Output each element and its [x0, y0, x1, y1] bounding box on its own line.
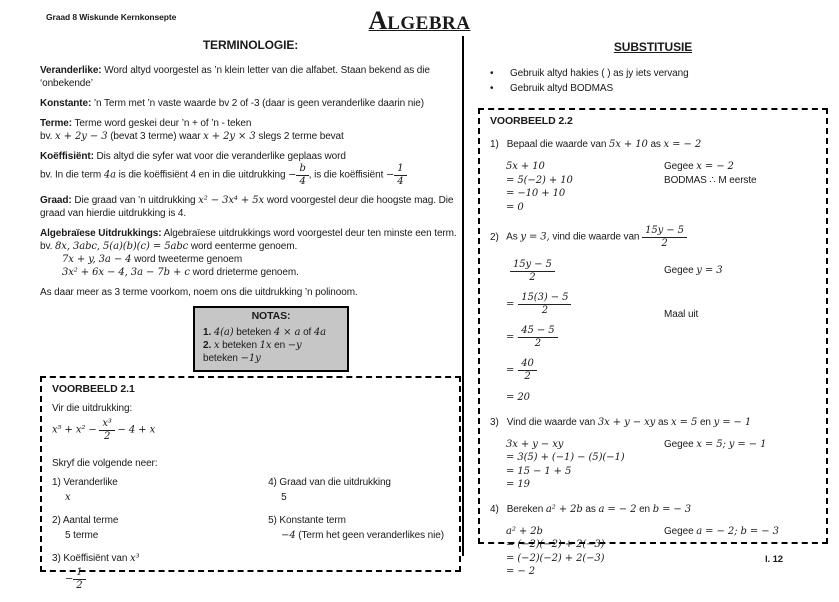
solution-notes — [664, 525, 816, 579]
fraction-numerator: 1 — [397, 163, 404, 174]
solution-step: = (−2)(−2) + 2(−3) — [506, 552, 605, 564]
math-expression: 7x + y, 3a − 4 — [62, 254, 132, 265]
example-text: word eenterme genoem. — [190, 241, 298, 252]
math-fraction — [296, 163, 308, 187]
fraction-numerator: 15(3) − 5 — [521, 292, 569, 303]
math-expression: 8x, 3abc, 5(a)(b)(c) = 5abc — [55, 241, 189, 252]
math-expression: − 4 + x — [117, 424, 156, 436]
item-text: of — [303, 327, 312, 338]
math-expression: x = − 2 — [696, 161, 734, 172]
question-label: 1) Veranderlike — [52, 477, 118, 488]
fraction-denominator: 4 — [296, 175, 308, 188]
solution-step — [506, 259, 664, 283]
solution-step: 3x + y − xy — [506, 438, 564, 450]
bullet-icon: • — [490, 83, 494, 94]
problem-work — [506, 257, 816, 405]
math-fraction — [394, 163, 406, 187]
question-label — [52, 553, 260, 564]
math-expression: a² + 2b — [545, 503, 583, 515]
note-line — [664, 160, 816, 174]
solution-steps — [506, 257, 664, 405]
math-expression: x = 5 — [671, 416, 698, 428]
question-answer: 5 terme — [65, 530, 99, 541]
solution-step: = 20 — [506, 392, 530, 403]
problem-question — [490, 503, 816, 517]
example-text: bv. In die term — [40, 169, 102, 181]
math-expression: x² − 3x⁴ + 5x — [198, 195, 265, 206]
answer-note: (Term het geen veranderlikes nie) — [298, 530, 444, 541]
question-label: 5) Konstante term — [268, 515, 346, 526]
course-label: Graad 8 Wiskunde Kernkonsepte — [46, 12, 177, 22]
math-expression: x = − 2 — [663, 139, 702, 150]
math-expression: y = 3 — [696, 265, 723, 276]
solution-step: = 5(−2) + 10 — [506, 174, 573, 186]
example-text: word drieterme genoem. — [192, 267, 299, 278]
example-text: (bevat 3 terme) waar — [110, 131, 201, 142]
question-text: Bereken — [506, 503, 544, 515]
rule-text: Gebruik altyd hakies ( ) as jy iets vervang — [510, 68, 689, 79]
math-fraction — [518, 292, 571, 316]
question-label: 4) Graad van die uitdrukking — [268, 477, 391, 488]
problem-4 — [490, 503, 816, 579]
question-text: Vind die waarde van — [506, 416, 596, 428]
problem-work — [506, 160, 816, 214]
definition-term-label: Veranderlike: — [40, 65, 102, 76]
substitusie-heading: SUBSTITUSIE — [613, 40, 693, 54]
note-line: Maal uit — [664, 308, 699, 320]
column-divider — [462, 36, 464, 556]
solution-steps — [506, 438, 664, 492]
math-expression: 4a — [313, 327, 327, 338]
page-title — [369, 6, 471, 36]
question-label-text: 3) Koëffisiënt van — [52, 553, 128, 564]
definition-konstante — [40, 97, 461, 110]
solution-step: = 3(5) + (−1) − (5)(−1) — [506, 452, 625, 463]
math-expression: x + 2y − 3 — [55, 131, 108, 142]
definition-text: word voorgestel deur die hoogste mag. Die graad van hierdie uitdrukking is 4. — [40, 195, 454, 219]
example-line — [62, 267, 299, 278]
notas-box — [193, 306, 349, 372]
fraction-numerator: 1 — [76, 567, 83, 578]
voorbeeld-2-2-title: VOORBEELD 2.2 — [490, 115, 573, 127]
note-text: Gegee — [664, 525, 694, 537]
solution-notes — [664, 257, 816, 405]
item-number: 2. — [203, 340, 212, 351]
math-fraction — [99, 418, 114, 442]
example-text: slegs 2 terme bevat — [258, 131, 344, 142]
math-fraction — [518, 358, 537, 382]
solution-step: a² + 2b — [506, 525, 543, 537]
math-expression: a = − 2 — [598, 503, 637, 515]
definition-term-label: Algebraïese Uitdrukkings: — [40, 228, 162, 239]
page-title-initial: A — [368, 6, 388, 35]
notas-title: NOTAS: — [251, 310, 291, 322]
math-expression: y = 3, — [520, 231, 550, 243]
definition-uitdrukkings — [40, 227, 461, 279]
notas-item-1 — [203, 326, 339, 339]
rule-item — [490, 66, 828, 81]
fraction-denominator: 2 — [510, 271, 555, 284]
solution-notes — [664, 438, 816, 492]
definition-text: Terme word geskei deur ’n + of ’n - teken — [74, 118, 252, 129]
fraction-numerator: 15y − 5 — [513, 259, 552, 270]
problem-number: 1) — [490, 139, 499, 150]
definition-text: Die graad van ’n uitdrukking — [74, 195, 196, 206]
fraction-denominator: 2 — [73, 579, 85, 592]
fraction-numerator: 45 − 5 — [521, 325, 555, 336]
math-expression: 5x + 10 — [609, 139, 648, 150]
problem-question — [490, 225, 816, 249]
definition-text: ’n Term met ’n vaste waarde bv 2 of -3 (daar is geen veranderlike daarin nie) — [93, 98, 424, 109]
math-expression: 4a — [103, 169, 116, 181]
definition-term-label: Graad: — [40, 195, 72, 206]
definition-text: Dis altyd die syfer wat voor die veranderlike geplaas word — [96, 151, 346, 162]
definition-text: Algebraïese uitdrukkings word voorgestel deur ten minste een term. — [163, 228, 457, 239]
question-label: 2) Aantal terme — [52, 515, 119, 526]
polinoom-note: As daar meer as 3 terme voorkom, noem ons die uitdrukking ’n polinoom. — [40, 287, 358, 298]
note-line — [664, 438, 816, 452]
fraction-denominator: 2 — [518, 370, 537, 383]
fraction-denominator: 2 — [99, 430, 114, 443]
example-text: , is die koëffisiënt — [308, 169, 384, 181]
rule-text: Gebruik altyd BODMAS — [510, 83, 614, 94]
definition-term-label: Koëffisiënt: — [40, 151, 94, 162]
vb21-question-2 — [52, 515, 260, 542]
equals-sign: = — [506, 298, 515, 310]
question-answer — [65, 567, 260, 591]
equals-sign: = — [506, 331, 515, 343]
solution-step: 5x + 10 — [506, 161, 545, 172]
fraction-numerator: x³ — [102, 418, 112, 429]
example-text: bv. — [40, 131, 53, 142]
voorbeeld-2-1-prompt: Skryf die volgende neer: — [52, 458, 158, 469]
notas-item-2 — [203, 339, 339, 365]
question-text: as — [657, 416, 669, 428]
fraction-denominator: 2 — [642, 237, 687, 250]
math-fraction — [642, 225, 687, 249]
math-expression: −y — [287, 340, 302, 351]
item-number: 1. — [203, 327, 212, 338]
vb21-question-5 — [268, 515, 449, 542]
problem-3 — [490, 416, 816, 492]
minus-sign: − — [385, 169, 395, 181]
math-expression: −4 — [281, 530, 296, 541]
note-line — [664, 264, 816, 278]
left-column — [40, 38, 461, 591]
note-text: Gegee — [664, 161, 694, 172]
question-answer: x — [65, 492, 71, 503]
example-text: bv. — [40, 241, 53, 252]
rule-item — [490, 81, 828, 96]
item-text: en — [274, 340, 286, 351]
question-answer: 5 — [281, 492, 287, 503]
definition-text: Word altyd voorgestel as ’n klein letter van die alfabet. Staan bekend as die ‘onbekende’ — [40, 65, 430, 89]
item-text: beteken — [222, 340, 257, 351]
math-fraction — [518, 325, 557, 349]
minus-sign: − — [288, 169, 297, 181]
solution-step — [506, 325, 664, 349]
solution-steps — [506, 525, 664, 579]
bullet-icon: • — [490, 68, 494, 79]
math-expression: 3x + y − xy — [597, 416, 656, 428]
question-text: Bepaal die waarde van — [506, 139, 607, 150]
problem-work — [506, 525, 816, 579]
question-text: as — [585, 503, 596, 515]
problem-1 — [490, 138, 816, 214]
note-line: BODMAS ∴ M eerste — [664, 174, 757, 186]
fraction-denominator: 2 — [518, 337, 557, 350]
math-expression: b = − 3 — [652, 503, 692, 515]
vb21-question-3 — [52, 553, 260, 591]
note-text: Gegee — [664, 265, 694, 276]
example-text: is die koëffisiënt 4 en in die uitdrukking — [118, 169, 286, 181]
math-expression: 3x² + 6x − 4, 3a − 7b + c — [62, 267, 190, 278]
solution-step: = 19 — [506, 479, 530, 490]
note-text: Gegee — [664, 438, 694, 450]
voorbeeld-2-1-expression — [52, 418, 449, 442]
math-expression: x³ — [129, 553, 140, 564]
equals-sign: = — [506, 364, 515, 376]
question-text: As — [506, 231, 518, 243]
page-number: l. 12 — [765, 554, 783, 565]
math-fraction — [510, 259, 555, 283]
voorbeeld-2-1-title: VOORBEELD 2.1 — [52, 383, 135, 395]
math-expression: −1y — [240, 353, 261, 364]
minus-sign: − — [65, 573, 74, 585]
substitusie-rules — [490, 66, 828, 96]
definition-koeffisient — [40, 150, 461, 187]
voorbeeld-2-1-grid — [52, 477, 449, 602]
problem-question — [490, 138, 816, 152]
question-text: as — [650, 139, 661, 150]
voorbeeld-2-1-box — [40, 376, 461, 591]
vb21-question-1 — [52, 477, 260, 504]
solution-step: = −10 + 10 — [506, 188, 566, 199]
definition-term-label: Terme: — [40, 118, 73, 129]
solution-step: = 0 — [506, 201, 524, 213]
fraction-denominator: 2 — [518, 304, 571, 317]
problem-number: 2) — [490, 231, 499, 243]
definition-graad — [40, 194, 461, 220]
fraction-denominator: 4 — [394, 175, 406, 188]
fraction-numerator: 40 — [521, 358, 534, 369]
question-text: en — [699, 416, 711, 428]
example-line — [62, 254, 242, 265]
question-answer — [281, 529, 449, 542]
problem-number: 4) — [490, 503, 499, 515]
note-line — [664, 525, 816, 539]
question-text: vind die waarde van — [552, 231, 640, 243]
math-expression: y = − 1 — [713, 416, 752, 428]
problem-2 — [490, 225, 816, 405]
math-expression: a = − 2; b = − 3 — [696, 525, 779, 537]
fraction-numerator: 15y − 5 — [645, 225, 684, 236]
definition-term-label: Konstante: — [40, 98, 92, 109]
solution-step — [506, 292, 664, 316]
solution-step — [506, 358, 664, 382]
voorbeeld-2-1-intro: Vir die uitdrukking: — [52, 403, 133, 414]
item-text: beteken — [203, 353, 238, 364]
page-title-rest: LGEBRA — [387, 13, 471, 34]
solution-step: = − 2 — [506, 566, 535, 577]
math-expression: 4(a) — [213, 327, 234, 338]
solution-notes — [664, 160, 816, 214]
definition-terme — [40, 117, 461, 143]
solution-step: = 15 − 1 + 5 — [506, 465, 572, 477]
definition-veranderlike — [40, 64, 461, 90]
solution-steps — [506, 160, 664, 214]
problem-work — [506, 438, 816, 492]
math-expression: x — [213, 340, 220, 351]
math-fraction — [73, 567, 85, 591]
math-expression: x + 2y × 3 — [203, 131, 256, 142]
problem-number: 3) — [490, 416, 499, 428]
math-expression: x = 5; y = − 1 — [696, 438, 767, 450]
vb21-question-4 — [268, 477, 449, 504]
terminology-heading: TERMINOLOGIE: — [202, 38, 299, 52]
problem-question — [490, 416, 816, 430]
item-text: beteken — [236, 327, 272, 338]
solution-step: = (−2)(−2) + 2(−3) — [506, 539, 605, 550]
question-text: en — [639, 503, 650, 515]
example-text: word tweeterme genoem — [134, 254, 243, 265]
math-expression: x⁵ + x² − — [52, 424, 97, 436]
math-expression: 4 × a — [273, 327, 301, 338]
math-expression: 1x — [259, 340, 272, 351]
fraction-numerator: b — [299, 163, 306, 174]
